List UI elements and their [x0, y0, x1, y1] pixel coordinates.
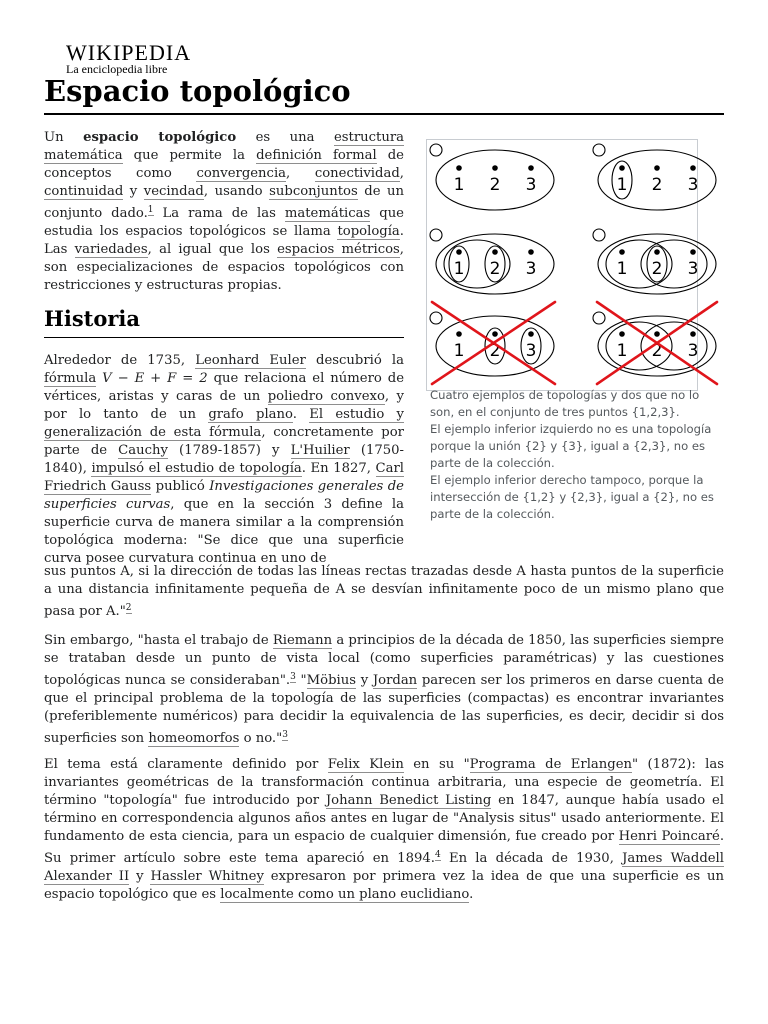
intro-bold-term: espacio topológico [83, 130, 237, 145]
link-hassler-whitney[interactable]: Hassler Whitney [150, 869, 264, 884]
empty-set-circle [430, 312, 442, 324]
empty-set-circle [430, 144, 442, 156]
historia-paragraph-1: Alrededor de 1735, Leonhard Euler descubrió la fórmula V − E + F = 2 que relaciona el número de vértices, aristas y caras de un poliedro convexo, y por lo tanto de un grafo plano. El estudio y generalización de esta fórmula, concretamente por parte de Cauchy (1789-1857) y L'Huilier (1750-1840), impulsó el estudio de topología. En 1827, Carl Friedrich Gauss publicó Investigaciones generales de superficies curvas, que en la sección 3 define la superficie curva de manera similar a la comprensión topológica moderna: "Se dice que una superficie curva posee curvatura continua en uno de [44, 353, 405, 566]
caption-line-2: El ejemplo inferior izquierdo no es una topología porque la unión {2} y {3}, igual a {2,3}, no es parte de la colección. [430, 422, 712, 470]
link-henri-poincare[interactable]: Henri Poincaré [618, 829, 720, 844]
link-lhuilier[interactable]: L'Huilier [290, 443, 350, 458]
empty-set-circle [593, 144, 605, 156]
link-poliedro-convexo[interactable]: poliedro convexo [267, 389, 385, 404]
reference-4[interactable]: 4 [434, 850, 441, 860]
historia-paragraph-3: El tema está claramente definido por Felix Klein en su "Programa de Erlangen" (1872): las invariantes geométricas de la transformación continua arbitraria, una especie de geometría. El término "topología" fue introducido por Johann Benedict Listing en 1847, aunque había usado el término en correspondencia algunos años antes en lugar de "Analysis situs" usado anteriormente. El fundamento de esta ciencia, para un espacio de cualquier dimensión, fue creado por Henri Poincaré. Su primer artículo sobre este tema apareció en 1894.$^4$ En la década de 1930, James Waddell Alexander II y Hassler Whitney expresaron por primera vez la idea de que una superficie es un espacio topológico que es localmente como un plano euclidiano. [44, 757, 725, 902]
topology-examples-figure[interactable] [426, 139, 698, 391]
point-label: 1 [453, 175, 465, 195]
link-continuidad[interactable]: continuidad [44, 184, 124, 199]
reference-2[interactable]: 2 [125, 603, 132, 613]
link-matematicas[interactable]: matemáticas [284, 206, 371, 221]
link-formula[interactable]: fórmula [44, 371, 97, 386]
link-localmente-plano-euclidiano[interactable]: localmente como un plano euclidiano [220, 887, 470, 902]
link-carl-friedrich-gauss[interactable]: Carl Friedrich Gauss [44, 461, 404, 494]
wikipedia-tagline: La enciclopedia libre [66, 62, 168, 76]
link-jordan[interactable]: Jordan [372, 673, 418, 688]
link-variedades[interactable]: variedades [74, 242, 148, 257]
empty-set-circle [593, 312, 605, 324]
link-vecindad[interactable]: vecindad [143, 184, 204, 199]
point-label: 2 [651, 175, 663, 195]
reference-1[interactable]: 1 [147, 205, 154, 215]
link-johann-benedict-listing[interactable]: Johann Benedict Listing [325, 793, 492, 808]
point-label: 1 [616, 259, 628, 279]
link-programa-erlangen[interactable]: Programa de Erlangen [469, 757, 633, 772]
wikipedia-wordmark[interactable]: WIKIPEDIA [66, 40, 192, 65]
point-label: 2 [489, 175, 501, 195]
figure-caption [430, 387, 716, 523]
reference-3a[interactable]: 3 [290, 672, 296, 682]
reference-3b[interactable]: 3 [282, 730, 288, 740]
link-estructura-matematica[interactable]: estructura matemática [44, 130, 404, 163]
point-label: 1 [453, 259, 465, 279]
topology-diagram [427, 140, 697, 390]
link-topologia[interactable]: topología [337, 224, 400, 239]
empty-set-circle [430, 229, 442, 241]
section-heading-historia: Historia [44, 306, 140, 331]
section-divider [44, 337, 404, 338]
point-label: 1 [453, 341, 465, 361]
point-label: 3 [525, 259, 537, 279]
point-label: 2 [651, 259, 663, 279]
point-label: 3 [687, 341, 699, 361]
link-conectividad[interactable]: conectividad [314, 166, 400, 181]
point-label: 1 [616, 175, 628, 195]
link-impulso-topologia[interactable]: impulsó el estudio de topología [91, 461, 302, 476]
link-subconjuntos[interactable]: subconjuntos [269, 184, 358, 199]
link-homeomorfos[interactable]: homeomorfos [148, 731, 240, 746]
link-estudio-generalizacion[interactable]: El estudio y generalización de esta fórmula [44, 407, 404, 440]
link-riemann[interactable]: Riemann [272, 633, 333, 648]
point-label: 3 [687, 175, 699, 195]
euler-formula: V − E + F = 2 [102, 371, 208, 386]
historia-paragraph-2: Sin embargo, "hasta el trabajo de Riemann a principios de la década de 1850, las superficies siempre se trataban desde un punto de vista local (como superficies paramétricas) y las cuestiones topológicas nunca se consideraban".$^3$ "Möbius y Jordan parecen ser los primeros en darse cuenta de que el principal problema de la topología de las superficies (compactas) es encontrar invariantes (preferiblemente numéricos) para decidir la equivalencia de las superficies, es decir, decidir si dos superficies son homeomorfos o no."$^3$ [44, 633, 724, 746]
title-divider [44, 113, 724, 115]
caption-line-1: Cuatro ejemplos de topologías y dos que no lo son, en el conjunto de tres puntos {1,2,3}. [430, 388, 700, 419]
caption-line-3: El ejemplo inferior derecho tampoco, porque la intersección de {1,2} y {2,3}, igual a {2}, no es parte de la colección. [430, 473, 714, 521]
link-convergencia[interactable]: convergencia [196, 166, 287, 181]
point-label: 2 [489, 259, 501, 279]
link-mobius[interactable]: Möbius [306, 673, 356, 688]
point-label: 2 [651, 341, 663, 361]
link-espacios-metricos[interactable]: espacios métricos [277, 242, 400, 257]
gauss-work-title: Investigaciones generales de superficies curvas [44, 479, 404, 512]
point-label: 3 [525, 175, 537, 195]
intro-paragraph: Un espacio topológico es una estructura matemática que permite la definición formal de conceptos como convergencia, conectividad, continuidad y vecindad, usando subconjuntos de un conjunto dado.$^1$ La rama de las matemáticas que estudia los espacios topológicos se llama topología. Las variedades, al igual que los espacios métricos, son especializaciones de espacios topológicos con restricciones y estructuras propias. [44, 130, 404, 293]
page-title: Espacio topológico [44, 74, 351, 108]
link-leonhard-euler[interactable]: Leonhard Euler [195, 353, 306, 368]
link-cauchy[interactable]: Cauchy [118, 443, 168, 458]
point-label: 2 [489, 341, 501, 361]
point-label: 3 [525, 341, 537, 361]
link-felix-klein[interactable]: Felix Klein [327, 757, 404, 772]
point-label: 1 [616, 341, 628, 361]
empty-set-circle [593, 229, 605, 241]
link-grafo-plano[interactable]: grafo plano [208, 407, 293, 422]
point-label: 3 [687, 259, 699, 279]
historia-paragraph-1-continued: sus puntos A, si la dirección de todas las líneas rectas trazadas desde A hasta puntos de la superficie a una distancia infinitamente pequeña de A se desvían infinitamente poco de un mismo plano que pasa por A."$^2$ [44, 564, 724, 619]
link-definicion-formal[interactable]: definición formal [256, 148, 377, 163]
link-james-waddell-alexander[interactable]: James Waddell Alexander II [44, 851, 724, 884]
